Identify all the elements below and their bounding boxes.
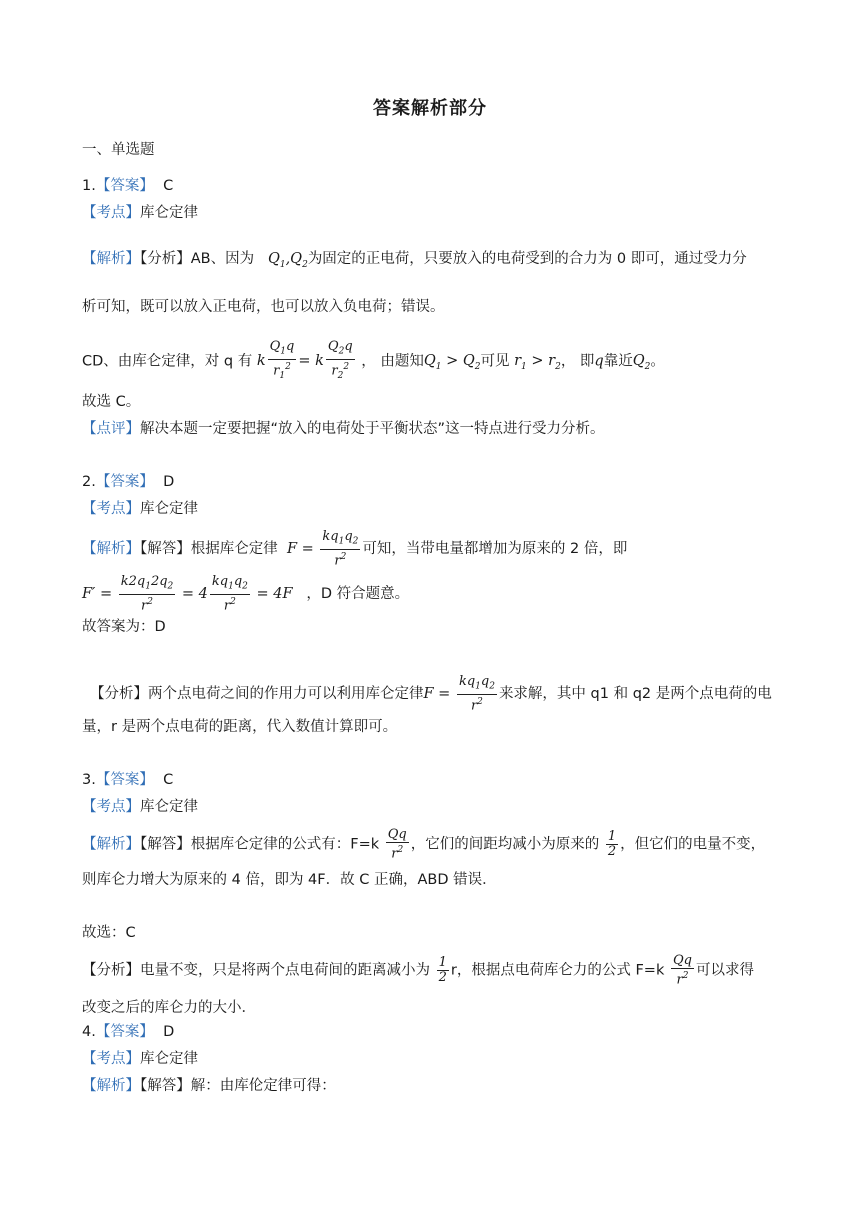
jieda-tag: 【解答】 [140,836,191,853]
q2-conclusion: 故答案为：D [82,619,166,635]
q3-jiexi-line-1 [82,828,765,861]
q2-fenxi-line-2: 量，r 是两个点电荷的距离，代入数值计算即可。 [82,719,398,735]
q4-kaodian: 库仑定律 [140,1051,198,1067]
dianping-tag: 【点评】 [82,421,140,437]
jiexi-tag: 【解析】 [82,251,140,267]
q3-answer-line [82,770,173,790]
fenxi-tag: 【分析】 [82,962,140,979]
jiexi-tag: 【解析】 [82,540,140,557]
q1-dianping: 解决本题一定要把握“放入的电荷处于平衡状态”这一特点进行受力分析。 [140,421,605,437]
formula-one-half: $\frac{1}{2}$ [438,955,447,986]
formula-q2: $Q_2$ [632,353,651,373]
q3-text: ，它们的间距均减小为原来的 [410,836,600,853]
q2-number: 2. [82,474,96,490]
page-title: 答案解析部分 [373,98,487,119]
q1-text: ， 即 [560,353,595,370]
fenxi-tag: 【分析】 [90,685,148,702]
q4-answer: D [163,1024,175,1040]
q2-answer: D [163,474,175,490]
q3-fenxi-line-2: 改变之后的库仑力的大小． [82,1000,256,1016]
q3-fenxi-line-1 [82,954,754,987]
q1-jiexi-line-1 [82,249,747,275]
formula-q1q2: $Q_1,Q_2$ [267,251,308,270]
q1-kaodian-line [82,203,198,223]
q3-text: 根据库仑定律的公式有：F=k [190,836,380,853]
q3-conclusion: 故选：C [82,925,136,941]
q3-fenxi: r，根据点电荷库仑力的公式 F=k [450,962,665,979]
q2-fenxi: 两个点电荷之间的作用力可以利用库仑定律 [148,685,424,702]
kaodian-tag: 【考点】 [82,205,140,221]
q4-text: 解：由库伦定律可得： [190,1078,336,1094]
q3-number: 3. [82,772,96,788]
q2-jiexi-line-1 [82,530,627,568]
q2-kaodian: 库仑定律 [140,501,198,517]
q1-kaodian: 库仑定律 [140,205,198,221]
q2-kaodian-line [82,499,198,519]
answer-tag: 【答案】 [95,772,154,788]
q1-answer: C [163,178,174,194]
q2-text: ，D 符合题意。 [306,585,410,602]
q2-answer-line [82,472,174,492]
q1-text: 可见 [480,353,510,370]
q3-fenxi: 电量不变，只是将两个点电荷间的距离减小为 [140,962,430,979]
formula-qq-r2: $\frac{Qq}{r^2}$ [672,953,692,988]
q1-jiexi-line-3 [82,340,665,383]
q1-text: 。 [650,353,665,370]
q2-text: 根据库仑定律 [190,540,278,557]
q1-text: 靠近 [603,353,633,370]
q1-jiexi-line-2: 析可知，既可以放入正电荷，也可以放入负电荷；错误。 [82,299,445,315]
formula-one-half: $\frac{1}{2}$ [607,829,617,860]
q2-fenxi: 来求解，其中 q1 和 q2 是两个点电荷的电 [498,685,772,702]
q4-number: 4. [82,1024,96,1040]
formula-r1-gt-r2: $r_1 > r_2$ [514,353,561,373]
q4-jiexi-line-1 [82,1076,336,1096]
formula-qq-r2: $\frac{Qq}{r^2}$ [387,827,407,862]
q3-text: ，但它们的电量不变， [620,836,766,853]
q1-text: AB、因为 [190,251,255,267]
q2-text: 可知，当带电量都增加为原来的 2 倍，即 [362,540,628,557]
kaodian-tag: 【考点】 [82,1051,140,1067]
answer-tag: 【答案】 [95,1024,154,1040]
formula-q1-gt-q2: $Q_1 > Q_2$ [423,353,481,373]
q1-answer-line [82,176,173,196]
q3-jiexi-line-2: 则库仑力增大为原来的 4 倍，即为 4F．故 C 正确，ABD 错误． [82,872,497,888]
section-heading: 一、单选题 [82,142,155,158]
kaodian-tag: 【考点】 [82,501,140,517]
jieda-tag: 【解答】 [140,1078,191,1094]
formula-coulomb: F = $\frac{kq_1q_2}{r^2}$ [423,674,495,713]
jiexi-tag: 【解析】 [82,1078,140,1094]
q3-kaodian-line [82,797,198,817]
q1-dianping-line [82,419,605,439]
answer-tag: 【答案】 [95,178,154,194]
q1-text: CD、由库仑定律，对 q 有 [82,353,253,370]
q4-kaodian-line [82,1049,198,1069]
jiexi-tag: 【解析】 [82,836,140,853]
q3-kaodian: 库仑定律 [140,799,198,815]
formula-balance: k $\frac{Q_1q}{r_1^2}$ = k $\frac{Q_2q}{r_2^2}$ [256,339,353,381]
q1-conclusion: 故选 C。 [82,394,141,410]
kaodian-tag: 【考点】 [82,799,140,815]
q2-jiexi-line-2 [82,575,409,613]
q1-text: ， 由题知 [361,353,424,370]
formula-q: q [594,353,604,370]
answer-tag: 【答案】 [95,474,154,490]
q4-answer-line [82,1022,174,1042]
jieda-tag: 【解答】 [140,540,191,557]
q3-fenxi: 可以求得 [695,962,754,979]
q2-fenxi-line-1 [90,675,772,713]
fenxi-tag: 【分析】 [140,251,191,267]
formula-coulomb: F = $\frac{kq_1q_2}{r^2}$ [286,529,359,568]
q1-number: 1. [82,178,96,194]
q3-answer: C [163,772,174,788]
formula-new-force: F′ = $\frac{k2q_12q_2}{r^2}$ = 4 $\frac{kq_1q_2}{r^2}$ = 4F [82,574,293,613]
q1-text: 为固定的正电荷，只要放入的电荷受到的合力为 0 即可，通过受力分 [307,251,747,267]
